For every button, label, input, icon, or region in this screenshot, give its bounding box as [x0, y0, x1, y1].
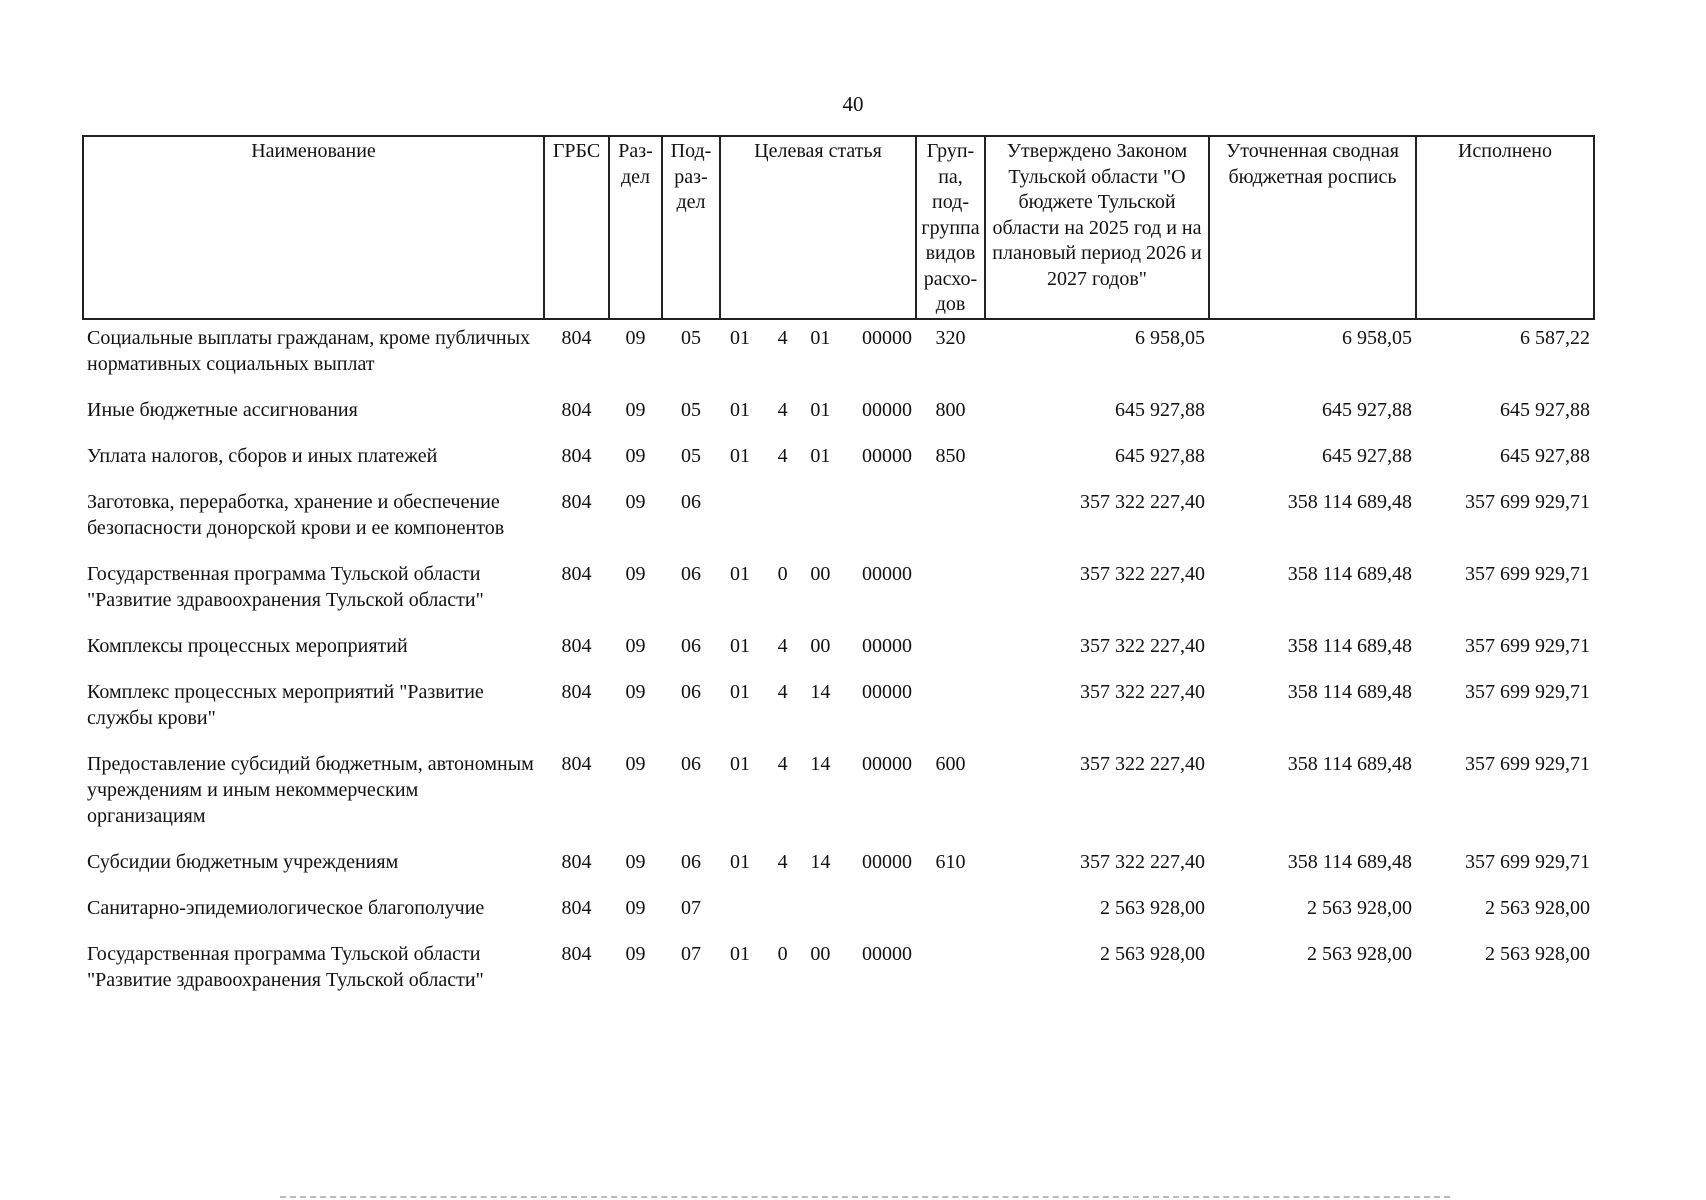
target-article-part: 4 [777, 752, 788, 775]
row-refined: 358 114 689,48 [1287, 752, 1412, 775]
header-podrazdel: Под- раз- дел [662, 136, 720, 319]
row-refined: 645 927,88 [1322, 398, 1412, 421]
target-article-part: 01 [730, 942, 750, 965]
row-refined: 2 563 928,00 [1307, 896, 1412, 919]
target-article-part: 00000 [861, 680, 912, 703]
row-podrazdel: 06 [681, 850, 701, 873]
table-row [83, 844, 1594, 890]
row-executed: 645 927,88 [1500, 398, 1590, 421]
target-article-part: 14 [810, 850, 831, 873]
row-podrazdel: 06 [681, 752, 701, 775]
row-name: Государственная программа Тульской области "Развитие здравоохранения Тульской области" [87, 562, 484, 611]
row-razdel: 09 [625, 752, 646, 775]
row-refined: 645 927,88 [1322, 444, 1412, 467]
header-refined: Уточненная сводная бюджетная роспись [1209, 136, 1416, 319]
row-refined: 358 114 689,48 [1287, 490, 1412, 513]
row-razdel: 09 [625, 490, 646, 513]
row-target-article [720, 936, 916, 1008]
target-article-part: 14 [810, 752, 831, 775]
target-article-part: 00000 [861, 398, 912, 421]
row-executed: 645 927,88 [1500, 444, 1590, 467]
target-article-part: 00 [810, 634, 831, 657]
page-number: 40 [842, 92, 864, 116]
row-refined: 2 563 928,00 [1307, 942, 1412, 965]
row-expense-group [916, 556, 985, 628]
row-razdel: 09 [625, 562, 646, 585]
row-approved: 357 322 227,40 [1080, 634, 1205, 657]
row-expense-group [916, 628, 985, 674]
target-article-part: 00000 [861, 634, 912, 657]
target-article-part: 4 [777, 850, 788, 873]
row-podrazdel: 06 [681, 490, 701, 513]
row-podrazdel: 05 [681, 326, 701, 349]
row-executed: 2 563 928,00 [1485, 896, 1590, 919]
table-row [83, 746, 1594, 844]
budget-table [82, 135, 1595, 1008]
row-razdel: 09 [625, 444, 646, 467]
row-grbs: 804 [561, 942, 592, 965]
row-grbs: 804 [561, 444, 592, 467]
target-article-part: 00 [810, 942, 831, 965]
table-row [83, 890, 1594, 936]
row-refined: 358 114 689,48 [1287, 680, 1412, 703]
table-body [83, 319, 1594, 1008]
row-razdel: 09 [625, 634, 646, 657]
target-article-part: 00000 [861, 326, 912, 349]
row-podrazdel: 06 [681, 680, 701, 703]
target-article-part: 01 [730, 680, 750, 703]
row-razdel: 09 [625, 942, 646, 965]
target-article-part: 00000 [861, 752, 912, 775]
row-razdel: 09 [625, 680, 646, 703]
row-name: Государственная программа Тульской области "Развитие здравоохранения Тульской области" [87, 942, 484, 991]
table-row [83, 319, 1594, 392]
row-podrazdel: 07 [681, 896, 701, 919]
row-name: Предоставление субсидий бюджетным, автономным учреждениям и иным некоммерческим организациям [87, 752, 534, 827]
target-article-part: 01 [730, 850, 750, 873]
row-grbs: 804 [561, 850, 592, 873]
target-article-part: 0 [777, 562, 788, 585]
row-grbs: 804 [561, 398, 592, 421]
row-approved: 645 927,88 [1115, 398, 1205, 421]
row-expense-group [916, 936, 985, 1008]
table-row [83, 556, 1594, 628]
row-name: Субсидии бюджетным учреждениям [87, 850, 399, 873]
target-article-part: 01 [730, 398, 750, 421]
header-expense-group: Груп- па, под- группа видов расхо- дов [916, 136, 985, 319]
row-expense-group: 320 [935, 326, 966, 349]
header-executed: Исполнено [1416, 136, 1594, 319]
row-approved: 357 322 227,40 [1080, 562, 1205, 585]
target-article-part: 4 [777, 444, 788, 467]
row-target-article [720, 674, 916, 746]
target-article-part: 01 [810, 326, 831, 349]
row-refined: 6 958,05 [1342, 326, 1412, 349]
target-article-part: 4 [777, 680, 788, 703]
row-target-article [720, 556, 916, 628]
row-approved: 2 563 928,00 [1100, 942, 1205, 965]
table-row [83, 438, 1594, 484]
row-executed: 2 563 928,00 [1485, 942, 1590, 965]
row-podrazdel: 05 [681, 398, 701, 421]
target-article-part: 4 [777, 326, 788, 349]
row-expense-group [916, 890, 985, 936]
row-target-article [720, 392, 916, 438]
row-grbs: 804 [561, 680, 592, 703]
table-row [83, 936, 1594, 1008]
row-executed: 357 699 929,71 [1465, 562, 1590, 585]
target-article-part: 0 [777, 942, 788, 965]
row-executed: 357 699 929,71 [1465, 850, 1590, 873]
row-target-article [720, 746, 916, 844]
header-target-article: Целевая статья [720, 136, 916, 319]
table-header [83, 136, 1594, 319]
row-razdel: 09 [625, 850, 646, 873]
target-article-part: 00 [810, 562, 831, 585]
row-name: Иные бюджетные ассигнования [87, 398, 358, 421]
target-article-part: 01 [730, 634, 750, 657]
table-row [83, 392, 1594, 438]
row-executed: 357 699 929,71 [1465, 490, 1590, 513]
target-article-part: 00000 [861, 562, 912, 585]
header-approved: Утверждено Законом Тульской области "О бюджете Тульской области на 2025 год и на плановый период 2026 и 2027 годов" [985, 136, 1209, 319]
target-article-part: 01 [730, 752, 750, 775]
row-expense-group [916, 674, 985, 746]
target-article-part: 00000 [861, 850, 912, 873]
row-executed: 6 587,22 [1520, 326, 1590, 349]
header-razdel: Раз- дел [609, 136, 662, 319]
row-approved: 357 322 227,40 [1080, 752, 1205, 775]
table-row [83, 674, 1594, 746]
row-razdel: 09 [625, 398, 646, 421]
target-article-part: 00000 [861, 444, 912, 467]
header-name: Наименование [83, 136, 544, 319]
row-approved: 357 322 227,40 [1080, 850, 1205, 873]
row-target-article [720, 844, 916, 890]
target-article-part: 14 [810, 680, 831, 703]
table-row [83, 628, 1594, 674]
row-name: Санитарно-эпидемиологическое благополучие [87, 896, 485, 919]
target-article-part: 01 [730, 326, 750, 349]
target-article-part: 01 [810, 398, 831, 421]
row-approved: 2 563 928,00 [1100, 896, 1205, 919]
row-approved: 6 958,05 [1135, 326, 1205, 349]
row-expense-group: 850 [935, 444, 966, 467]
row-expense-group: 610 [935, 850, 966, 873]
row-refined: 358 114 689,48 [1287, 562, 1412, 585]
row-target-article [720, 890, 916, 936]
row-name: Заготовка, переработка, хранение и обеспечение безопасности донорской крови и ее компонентов [87, 490, 505, 539]
row-executed: 357 699 929,71 [1465, 680, 1590, 703]
row-podrazdel: 06 [681, 634, 701, 657]
row-podrazdel: 06 [681, 562, 701, 585]
row-executed: 357 699 929,71 [1465, 634, 1590, 657]
target-article-part: 00000 [861, 942, 912, 965]
row-refined: 358 114 689,48 [1287, 850, 1412, 873]
row-name: Социальные выплаты гражданам, кроме публичных нормативных социальных выплат [87, 326, 531, 375]
row-refined: 358 114 689,48 [1287, 634, 1412, 657]
row-grbs: 804 [561, 326, 592, 349]
target-article-part: 4 [777, 634, 788, 657]
row-podrazdel: 07 [681, 942, 701, 965]
row-grbs: 804 [561, 752, 592, 775]
table-row [83, 484, 1594, 556]
header-grbs: ГРБС [544, 136, 609, 319]
row-approved: 645 927,88 [1115, 444, 1205, 467]
target-article-part: 01 [810, 444, 831, 467]
row-grbs: 804 [561, 896, 592, 919]
footer-rule [280, 1196, 1450, 1198]
row-grbs: 804 [561, 634, 592, 657]
row-expense-group [916, 484, 985, 556]
row-target-article [720, 319, 916, 392]
row-razdel: 09 [625, 896, 646, 919]
row-target-article [720, 484, 916, 556]
row-executed: 357 699 929,71 [1465, 752, 1590, 775]
row-name: Комплекс процессных мероприятий "Развитие службы крови" [87, 680, 484, 729]
row-podrazdel: 05 [681, 444, 701, 467]
row-razdel: 09 [625, 326, 646, 349]
row-name: Уплата налогов, сборов и иных платежей [87, 444, 438, 467]
target-article-part: 01 [730, 444, 750, 467]
row-grbs: 804 [561, 562, 592, 585]
row-expense-group: 600 [935, 752, 966, 775]
target-article-part: 01 [730, 562, 750, 585]
row-grbs: 804 [561, 490, 592, 513]
row-expense-group: 800 [935, 398, 966, 421]
row-name: Комплексы процессных мероприятий [87, 634, 408, 657]
row-target-article [720, 628, 916, 674]
row-target-article [720, 438, 916, 484]
target-article-part: 4 [777, 398, 788, 421]
row-approved: 357 322 227,40 [1080, 680, 1205, 703]
row-approved: 357 322 227,40 [1080, 490, 1205, 513]
